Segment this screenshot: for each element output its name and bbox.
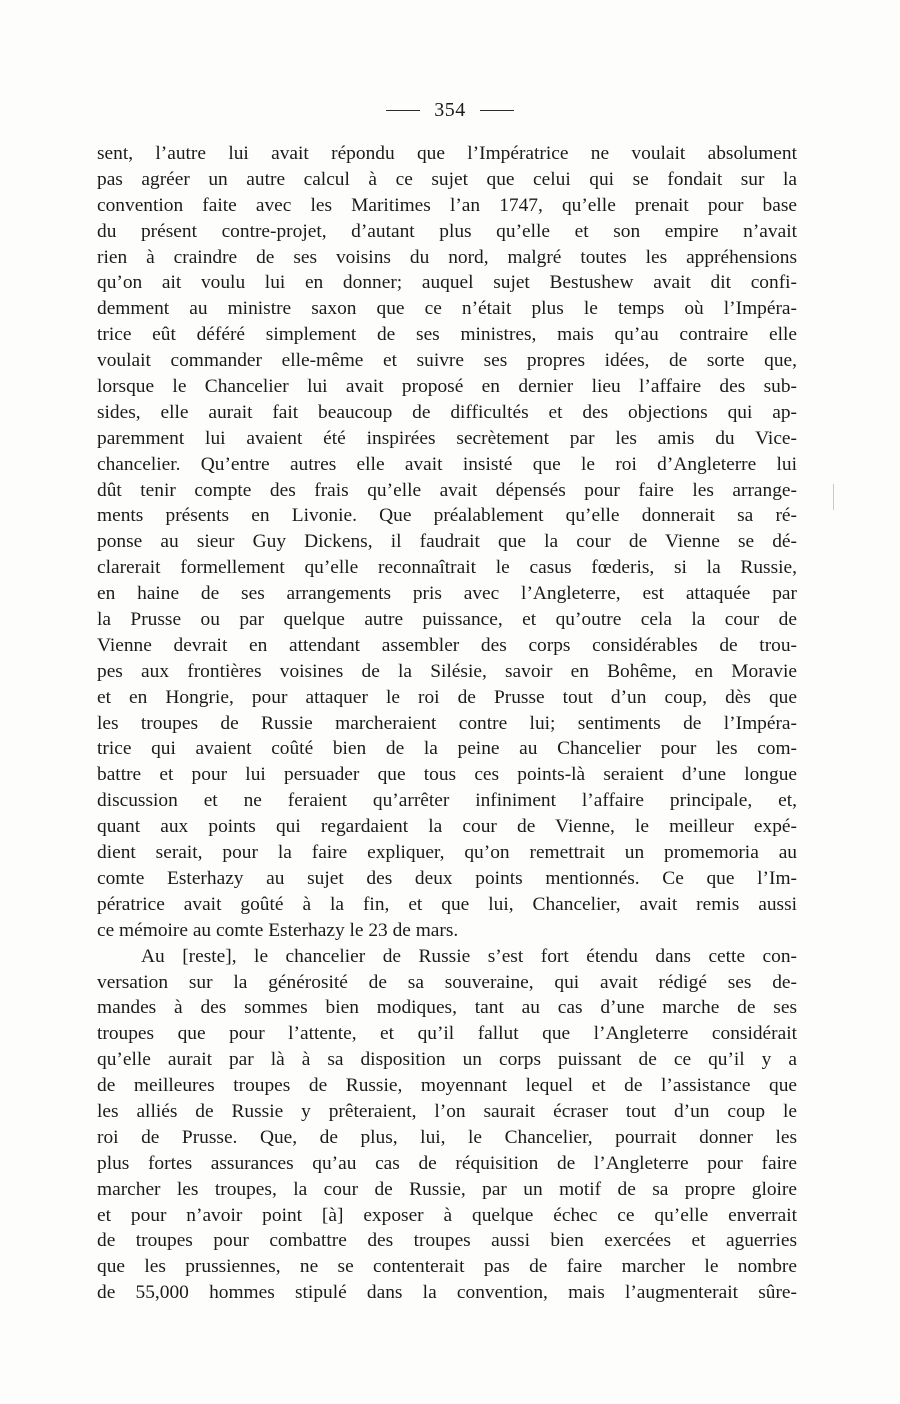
text-line: quant aux points qui regardaient la cour de Vienne, le meilleur expé- <box>97 816 797 838</box>
page-number: 354 <box>434 99 466 121</box>
text-line: lorsque le Chancelier lui avait proposé en dernier lieu l’affaire des sub- <box>97 376 797 398</box>
page-header <box>0 98 900 122</box>
text-line: et en Hongrie, pour attaquer le roi de Prusse tout d’un coup, dès que <box>97 686 797 708</box>
text-line: de troupes pour combattre des troupes aussi bien exercées et aguerries <box>97 1230 797 1252</box>
text-line: et pour n’avoir point [à] exposer à quelque échec ce qu’elle enverrait <box>97 1204 797 1226</box>
text-line: ments présents en Livonie. Que préalablement qu’elle donnerait sa ré- <box>97 505 797 527</box>
text-line: pas agréer un autre calcul à ce sujet que celui qui se fondait sur la <box>97 168 797 190</box>
text-line: trice qui avaient coûté bien de la peine au Chancelier pour les com- <box>97 738 797 760</box>
text-line: troupes que pour l’attente, et qu’il fallut que l’Angleterre considérait <box>97 1023 797 1045</box>
text-line: sides, elle aurait fait beaucoup de difficultés et des objections qui ap- <box>97 401 797 423</box>
text-line: les troupes de Russie marcheraient contre lui; sentiments de l’Impéra- <box>97 712 797 734</box>
text-line: pératrice avait goûté à la fin, et que lui, Chancelier, avait remis aussi <box>97 893 797 915</box>
text-line: pes aux frontières voisines de la Silésie, savoir en Bohême, en Moravie <box>97 660 797 682</box>
text-line: sent, l’autre lui avait répondu que l’Impératrice ne voulait absolument <box>97 143 797 164</box>
text-line: de 55,000 hommes stipulé dans la convention, mais l’augmenterait sûre- <box>97 1282 797 1304</box>
header-dash-left <box>386 110 420 111</box>
text-line: dient serait, pour la faire expliquer, qu’on remettrait un promemoria au <box>97 842 797 864</box>
text-line: marcher les troupes, la cour de Russie, par un motif de sa propre gloire <box>97 1178 797 1200</box>
text-line: versation sur la générosité de sa souveraine, qui avait rédigé ses de- <box>97 971 797 993</box>
text-line: voulait commander elle-même et suivre ses propres idées, de sorte que, <box>97 350 797 372</box>
text-line: chancelier. Qu’entre autres elle avait insisté que le roi d’Angleterre lui <box>97 453 797 475</box>
text-line: convention faite avec les Maritimes l’an 1747, qu’elle prenait pour base <box>97 194 797 216</box>
text-line: ponse au sieur Guy Dickens, il faudrait que la cour de Vienne se dé- <box>97 531 797 553</box>
text-line: paremment lui avaient été inspirées secrètement par les amis du Vice- <box>97 427 797 449</box>
paragraph-start-line: Au [reste], le chancelier de Russie s’est fort étendu dans cette con- <box>141 945 797 967</box>
paragraph-end-line: ce mémoire au comte Esterhazy le 23 de mars. <box>97 919 459 941</box>
text-line: battre et pour lui persuader que tous ces points-là seraient d’une longue <box>97 764 797 786</box>
text-line: mandes à des sommes bien modiques, tant au cas d’une marche de ses <box>97 997 797 1019</box>
text-line: roi de Prusse. Que, de plus, lui, le Chancelier, pourrait donner les <box>97 1126 797 1148</box>
text-line: trice eût déféré simplement de ses ministres, mais qu’au contraire elle <box>97 324 797 346</box>
text-line: discussion et ne feraient qu’arrêter infiniment l’affaire principale, et, <box>97 790 797 812</box>
text-line: la Prusse ou par quelque autre puissance, et qu’outre cela la cour de <box>97 609 797 631</box>
text-line: en haine de ses arrangements pris avec l’Angleterre, est attaquée par <box>97 583 797 605</box>
text-line: clarerait formellement qu’elle reconnaîtrait le casus fœderis, si la Russie, <box>97 557 797 579</box>
text-line: qu’elle aurait par là à sa disposition un corps puissant de ce qu’il y a <box>97 1049 797 1071</box>
header-dash-right <box>480 110 514 111</box>
text-line: comte Esterhazy au sujet des deux points mentionnés. Ce que l’Im- <box>97 867 797 889</box>
text-line: dût tenir compte des frais qu’elle avait dépensés pour faire les arrange- <box>97 479 797 501</box>
text-line: qu’on ait voulu lui en donner; auquel sujet Bestushew avait dit confi- <box>97 272 797 294</box>
text-line: plus fortes assurances qu’au cas de réquisition de l’Angleterre pour faire <box>97 1152 797 1174</box>
text-line: rien à craindre de ses voisins du nord, malgré toutes les appréhensions <box>97 246 797 268</box>
body-text <box>97 141 797 1306</box>
text-line: Vienne devrait en attendant assembler des corps considérables de trou- <box>97 634 797 656</box>
text-line: du présent contre-projet, d’autant plus qu’elle et son empire n’avait <box>97 220 797 242</box>
text-line: que les prussiennes, ne se contenterait pas de faire marcher le nombre <box>97 1256 797 1278</box>
text-line: de meilleures troupes de Russie, moyennant lequel et de l’assistance que <box>97 1075 797 1097</box>
margin-mark <box>833 484 834 510</box>
text-line: les alliés de Russie y prêteraient, l’on saurait écraser tout d’un coup le <box>97 1100 797 1122</box>
text-line: demment au ministre saxon que ce n’était plus le temps où l’Impéra- <box>97 298 797 320</box>
